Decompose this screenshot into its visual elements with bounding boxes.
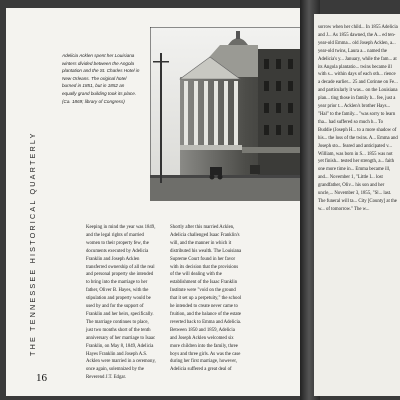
column-2-text: Shortly after this married Acklen, Adelicia challenged Isaac Franklin's will, and the manner in which it distributed his wealth. The Louisiana Supreme Court found in her favor with its decision that the provisions of the will dealing with the establishment of the Isaac Franklin Institute were "void on the ground that it set up a perpetuity," the school he intended to create never came to fruition, and the balance of the estate reverted back to Emma and Adelicia. Between 1850 and 1859, Adelicia and Joseph Acklen welcomed six more children into the family, three boys and three girls. As was the case during her first marriage, however, Adelicia suffered a great deal of: [170, 225, 242, 373]
right-page: [314, 14, 400, 396]
text-column-2: [170, 224, 242, 374]
text-column-1: [86, 224, 156, 382]
right-column-text: sorrow when her child... In 1855 Adelicia and J... As 1855 dawned, the A... ed ten-year-old Emma... old Joseph Acklen, a... year-old twins, Laura a... named the Adelicia's y... January, while the fam... at its Angola plantatio... twins became ill with s... within days of each oth... rience a decade earlier... 25 and Corinne on Fe... and particularly it was... on the Louisiana plan... ting those in family b... fee, just a year prior t... Acklen's brother Hays... "Hal" to the family... "was sorry to learn tha... had suffered so much b... To Buddie (Joseph H... to a more shadow of his... the loss of the twins. A... Emma and Joseph sto... feared and anticipated v... William, was born in S... 1855 was not yet finish... tested her strength, a... faith one more time in... Emma became ill, and... November 1, "Little I... lost grandfather, Oliv... his son and her uncle,... November 3, 1855, "Sl... last. The funeral will ta... City [County] at the w... of tomorrow." The w...: [318, 25, 398, 212]
right-page-text: [318, 24, 398, 214]
column-1-text: Keeping in mind the year was 1849, and the legal rights of married women to their property few, the documents executed by Adelicia Franklin and Joseph Acklen transferred ownership of all the real and personal property she intended to bring into the marriage to her father, Oliver B. Hayes, with the stipulation and property would be used by and for the support of Franklin and her heirs, specifically. The marriage continues to place, just two months short of the tenth anniversary of her marriage to Isaac Franklin, on May 8, 1849, Adelicia Hayes Franklin and Joseph A.S. Acklen were married in a ceremony, once again, solemnized by the Reverend J.T. Edgar.: [86, 225, 156, 381]
left-page: [6, 8, 306, 396]
journal-title: THE TENNESSEE HISTORICAL QUARTERLY: [28, 131, 37, 356]
hotel-photograph: [150, 27, 306, 201]
photo-caption: [62, 52, 140, 105]
page-number: 16: [36, 372, 47, 384]
caption-text: Adelicia Acklen spent her Louisiana winters divided between the Angola plantation and the St. Charles Hotel in New Orleans. The original hotel burned in 1851, but in 1852 an equally grand building took its place. (Ca. 1869; library of Congress): [62, 53, 140, 104]
